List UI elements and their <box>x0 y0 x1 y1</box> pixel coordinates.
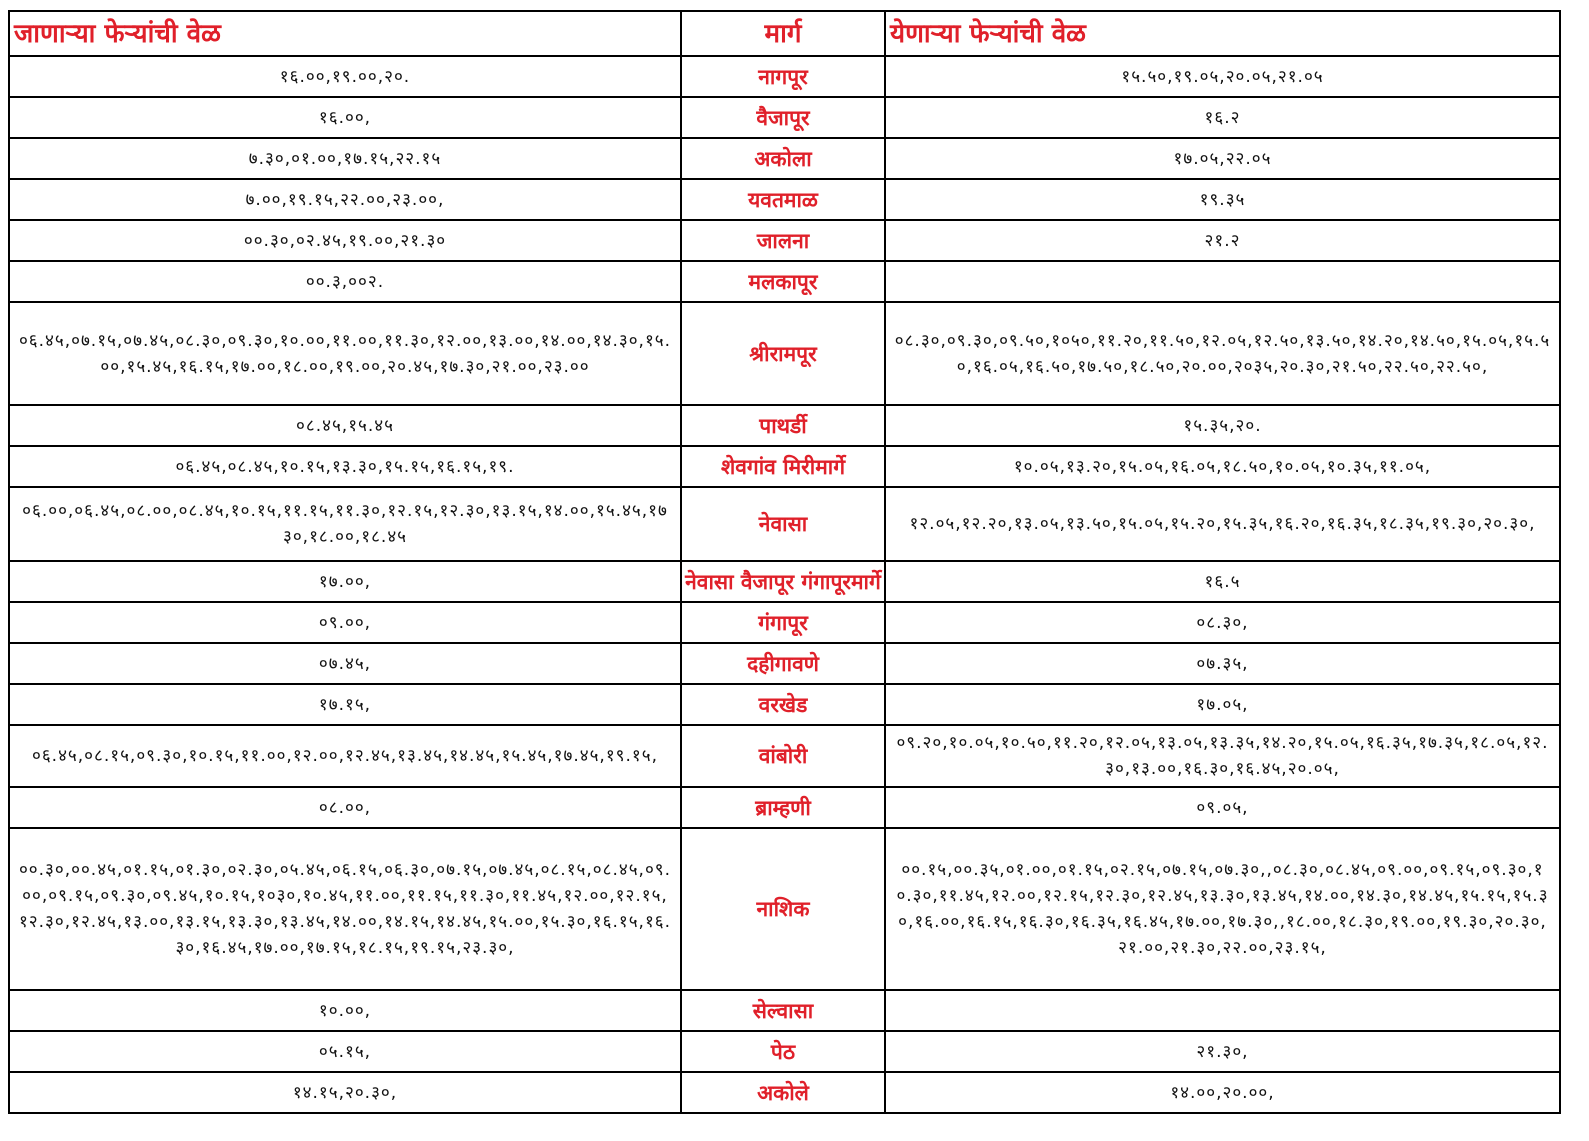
arrival-times-cell: १४.००,२०.००, <box>885 1072 1560 1113</box>
table-row <box>9 1072 1560 1113</box>
route-name-cell: गंगापूर <box>681 602 885 643</box>
route-name-cell: नेवासा <box>681 487 885 561</box>
route-name-cell: वांबोरी <box>681 725 885 787</box>
table-row <box>9 828 1560 990</box>
departure-times-cell: १०.००, <box>9 990 681 1031</box>
departure-times-cell: ०६.४५,०८.१५,०९.३०,१०.१५,११.००,१२.००,१२.४५,१३.४५,१४.४५,१५.४५,१७.४५,१९.१५, <box>9 725 681 787</box>
departure-times-cell: १४.१५,२०.३०, <box>9 1072 681 1113</box>
departure-times-cell: ०९.००, <box>9 602 681 643</box>
departure-times-cell: ०७.४५, <box>9 643 681 684</box>
route-name-cell: नागपूर <box>681 56 885 97</box>
arrival-times-cell: १५.३५,२०. <box>885 405 1560 446</box>
route-name-cell: श्रीरामपूर <box>681 302 885 405</box>
departure-times-cell: ००.३,००२. <box>9 261 681 302</box>
arrival-times-cell: १६.२ <box>885 97 1560 138</box>
table-row <box>9 56 1560 97</box>
table-row <box>9 602 1560 643</box>
arrival-times-cell: १७.०५,२२.०५ <box>885 138 1560 179</box>
table-row <box>9 97 1560 138</box>
table-row <box>9 302 1560 405</box>
header-row <box>9 11 1560 56</box>
table-row <box>9 725 1560 787</box>
table-row <box>9 990 1560 1031</box>
arrival-times-cell: ०९.०५, <box>885 787 1560 828</box>
departure-times-cell: १७.००, <box>9 561 681 602</box>
table-row <box>9 138 1560 179</box>
route-name-cell: यवतमाळ <box>681 179 885 220</box>
route-name-cell: शेवगांव मिरीमार्गे <box>681 446 885 487</box>
departure-times-cell: ०६.००,०६.४५,०८.००,०८.४५,१०.१५,११.१५,११.३०,१२.१५,१२.३०,१३.१५,१४.००,१५.४५,१७३०,१८.००,१८.४५ <box>9 487 681 561</box>
departure-times-cell: १६.००,१९.००,२०. <box>9 56 681 97</box>
arrival-times-cell: ०७.३५, <box>885 643 1560 684</box>
table-row <box>9 446 1560 487</box>
route-name-cell: सेल्वासा <box>681 990 885 1031</box>
table-row <box>9 220 1560 261</box>
route-name-cell: नाशिक <box>681 828 885 990</box>
route-name-cell: मलकापूर <box>681 261 885 302</box>
arrival-times-cell: १६.५ <box>885 561 1560 602</box>
departure-times-cell: ०८.४५,१५.४५ <box>9 405 681 446</box>
bus-timetable <box>8 10 1561 1114</box>
departure-times-cell: ०६.४५,०८.४५,१०.१५,१३.३०,१५.१५,१६.१५,१९. <box>9 446 681 487</box>
departure-times-cell: ०८.००, <box>9 787 681 828</box>
arrival-times-cell: २१.३०, <box>885 1031 1560 1072</box>
table-row <box>9 179 1560 220</box>
route-name-cell: अकोले <box>681 1072 885 1113</box>
route-name-cell: दहीगावणे <box>681 643 885 684</box>
table-row <box>9 1031 1560 1072</box>
table-row <box>9 561 1560 602</box>
route-column-header: मार्ग <box>681 11 885 56</box>
route-name-cell: ब्राम्हणी <box>681 787 885 828</box>
arrival-times-cell: १९.३५ <box>885 179 1560 220</box>
route-name-cell: वैजापूर <box>681 97 885 138</box>
arrival-times-cell: १७.०५, <box>885 684 1560 725</box>
departures-column-header: जाणाऱ्या फेऱ्यांची वेळ <box>9 11 681 56</box>
table-row <box>9 261 1560 302</box>
arrival-times-cell: २१.२ <box>885 220 1560 261</box>
route-name-cell: अकोला <box>681 138 885 179</box>
arrival-times-cell: ००.१५,००.३५,०१.००,०१.१५,०२.१५,०७.१५,०७.३०,,०८.३०,०८.४५,०९.००,०९.१५,०९.३०,१०.३०,११.४५,१२.००,१२.१५,१२.३०,१२.४५,१३.३०,१३.४५,१४.००,१४.३०,१४.४५,१५.१५,१५.३०,१६.००,१६.१५,१६.३०,१६.३५,१६.४५,१७.००,१७.३०,,१८.००,१८.३०,१९.००,१९.३०,२०.३०,२१.००,२१.३०,२२.००,२३.१५, <box>885 828 1560 990</box>
table-row <box>9 405 1560 446</box>
table-row <box>9 487 1560 561</box>
arrival-times-cell: ०८.३०,०९.३०,०९.५०,१०५०,११.२०,११.५०,१२.०५,१२.५०,१३.५०,१४.२०,१४.५०,१५.०५,१५.५०,१६.०५,१६.५०,१७.५०,१८.५०,२०.००,२०३५,२०.३०,२१.५०,२२.५०,२२.५०, <box>885 302 1560 405</box>
arrival-times-cell <box>885 261 1560 302</box>
route-name-cell: पेठ <box>681 1031 885 1072</box>
arrival-times-cell: १२.०५,१२.२०,१३.०५,१३.५०,१५.०५,१५.२०,१५.३५,१६.२०,१६.३५,१८.३५,१९.३०,२०.३०, <box>885 487 1560 561</box>
arrival-times-cell: ०९.२०,१०.०५,१०.५०,११.२०,१२.०५,१३.०५,१३.३५,१४.२०,१५.०५,१६.३५,१७.३५,१८.०५,१२.३०,१३.००,१६.३०,१६.४५,२०.०५, <box>885 725 1560 787</box>
departure-times-cell: ७.००,१९.१५,२२.००,२३.००, <box>9 179 681 220</box>
departure-times-cell: ००.३०,००.४५,०१.१५,०१.३०,०२.३०,०५.४५,०६.१५,०६.३०,०७.१५,०७.४५,०८.१५,०८.४५,०९.००,०९.१५,०९.३०,०९.४५,१०.१५,१०३०,१०.४५,११.००,११.१५,११.३०,११.४५,१२.००,१२.१५,१२.३०,१२.४५,१३.००,१३.१५,१३.३०,१३.४५,१४.००,१४.१५,१४.४५,१५.००,१५.३०,१६.१५,१६.३०,१६.४५,१७.००,१७.१५,१८.१५,१९.१५,२३.३०, <box>9 828 681 990</box>
table-row <box>9 787 1560 828</box>
arrivals-column-header: येणाऱ्या फेऱ्यांची वेळ <box>885 11 1560 56</box>
departure-times-cell: ७.३०,०१.००,१७.१५,२२.१५ <box>9 138 681 179</box>
arrival-times-cell: १५.५०,१९.०५,२०.०५,२१.०५ <box>885 56 1560 97</box>
route-name-cell: वरखेड <box>681 684 885 725</box>
departure-times-cell: ०५.१५, <box>9 1031 681 1072</box>
departure-times-cell: १६.००, <box>9 97 681 138</box>
arrival-times-cell: १०.०५,१३.२०,१५.०५,१६.०५,१८.५०,१०.०५,१०.३५,११.०५, <box>885 446 1560 487</box>
table-row <box>9 684 1560 725</box>
arrival-times-cell <box>885 990 1560 1031</box>
route-name-cell: जालना <box>681 220 885 261</box>
table-row <box>9 643 1560 684</box>
departure-times-cell: ०६.४५,०७.१५,०७.४५,०८.३०,०९.३०,१०.००,११.००,११.३०,१२.००,१३.००,१४.००,१४.३०,१५.००,१५.४५,१६.१५,१७.००,१८.००,१९.००,२०.४५,१७.३०,२१.००,२३.०० <box>9 302 681 405</box>
route-name-cell: नेवासा वैजापूर गंगापूरमार्गे <box>681 561 885 602</box>
departure-times-cell: १७.१५, <box>9 684 681 725</box>
route-name-cell: पाथर्डी <box>681 405 885 446</box>
departure-times-cell: ००.३०,०२.४५,१९.००,२१.३० <box>9 220 681 261</box>
arrival-times-cell: ०८.३०, <box>885 602 1560 643</box>
